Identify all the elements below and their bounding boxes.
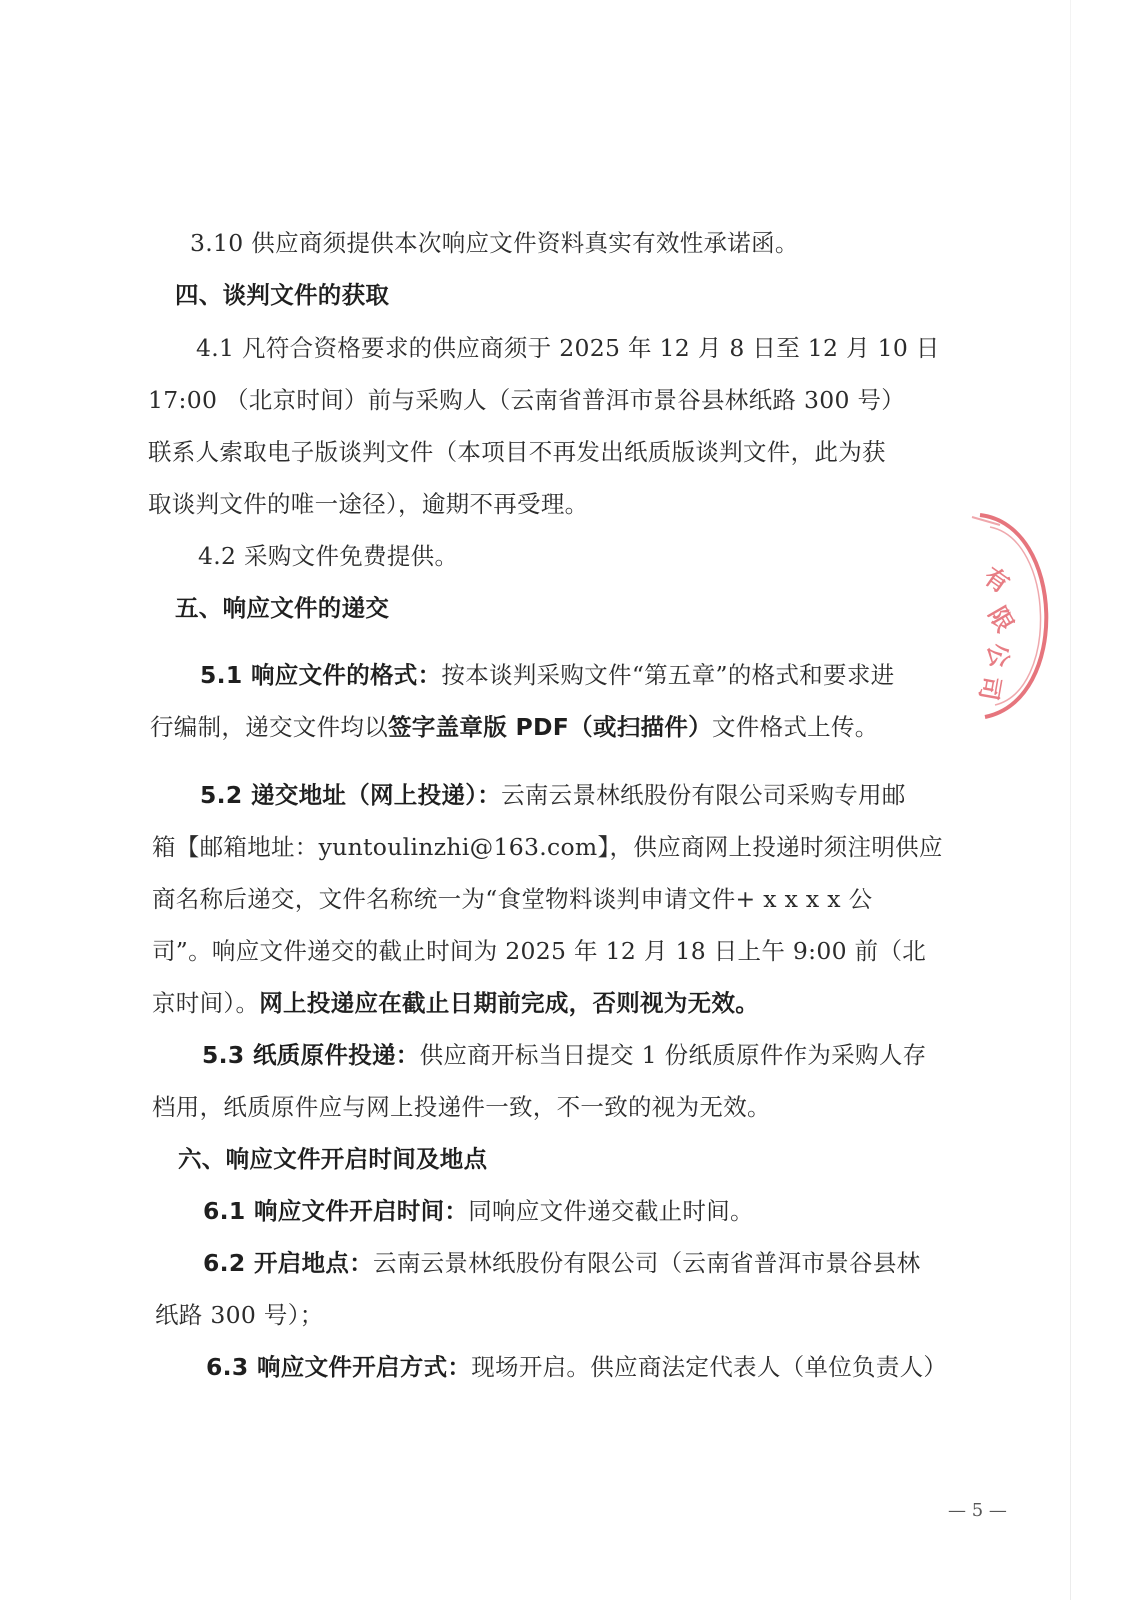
paragraph-4-1-line-1 [196,333,940,363]
bold-text-segment: 四、谈判文件的获取 [175,281,390,309]
text-segment: 商名称后递交，文件名称统一为“食堂物料谈判申请文件+ x x x x 公 [152,885,873,913]
paragraph-5-1-line-1 [200,660,894,690]
paragraph-5-2-line-3 [152,884,872,914]
section-heading-4 [175,280,389,310]
text-segment: 云南云景林纸股份有限公司（云南省普洱市景谷县林 [373,1249,921,1277]
bold-text-segment: 六、响应文件开启时间及地点 [178,1145,488,1173]
bold-text-segment: 5.1 响应文件的格式： [200,661,442,689]
bold-text-segment: 6.1 响应文件开启时间： [203,1197,469,1225]
bold-text-segment: 6.2 开启地点： [203,1249,374,1277]
section-heading-6 [178,1144,487,1174]
text-segment: 同响应文件递交截止时间。 [468,1197,754,1225]
company-seal-stamp [960,505,1090,725]
text-segment: 供应商开标当日提交 1 份纸质原件作为采购人存 [419,1041,927,1069]
paragraph-4-1-line-4 [148,489,588,519]
paragraph-6-3 [206,1352,947,1382]
text-segment: 3.10 供应商须提供本次响应文件资料真实有效性承诺函。 [190,229,799,257]
text-segment: 4.1 凡符合资格要求的供应商须于 2025 年 12 月 8 日至 12 月 10 日 [196,334,940,362]
svg-text:司: 司 [973,673,1006,703]
bold-text-segment: 五、响应文件的递交 [175,594,390,622]
bold-text-segment: 5.2 递交地址（网上投递）： [200,781,502,809]
paragraph-6-2-line-2 [155,1300,324,1330]
paragraph-5-2-line-4 [152,936,926,966]
text-segment: 司”。响应文件递交的截止时间为 2025 年 12 月 18 日上午 9:00 前（北 [152,937,927,965]
page-number: — 5 — [948,1500,1007,1521]
text-segment: 档用，纸质原件应与网上投递件一致，不一致的视为无效。 [152,1093,771,1121]
text-segment: 联系人索取电子版谈判文件（本项目不再发出纸质版谈判文件，此为获 [148,438,886,466]
text-segment: 纸路 300 号）； [155,1301,324,1329]
text-segment: 文件格式上传。 [711,713,879,741]
text-segment: 4.2 采购文件免费提供。 [198,542,459,570]
paragraph-4-1-line-2 [148,385,905,415]
bold-text-segment: 签字盖章版 PDF（或扫描件） [388,713,712,741]
paragraph-6-1 [203,1196,754,1226]
scan-edge [1070,0,1071,1600]
paragraph-5-3-line-1 [202,1040,926,1070]
text-segment: 按本谈判采购文件“第五章”的格式和要求进 [441,661,895,689]
text-segment: 云南云景林纸股份有限公司采购专用邮 [501,781,906,809]
paragraph-4-2 [198,541,458,571]
svg-text:公: 公 [982,641,1014,670]
section-heading-5 [175,593,389,623]
paragraph-5-1-line-2 [150,712,879,742]
paragraph-4-1-line-3 [148,437,886,467]
bold-text-segment: 网上投递应在截止日期前完成，否则视为无效。 [259,989,760,1017]
bold-text-segment: 5.3 纸质原件投递： [202,1041,420,1069]
text-segment: 京时间）。 [152,989,260,1017]
paragraph-6-2-line-1 [203,1248,920,1278]
paragraph-5-3-line-2 [152,1092,771,1122]
paragraph-5-2-line-2 [152,832,943,862]
text-segment: 箱【邮箱地址：yuntoulinzhi@163.com】，供应商网上投递时须注明供应 [152,833,943,861]
paragraph-3-10 [190,228,799,258]
paragraph-5-2-line-1 [200,780,906,810]
text-segment: 取谈判文件的唯一途径），逾期不再受理。 [148,490,589,518]
text-segment: 现场开启。供应商法定代表人（单位负责人） [471,1353,948,1381]
text-segment: 行编制，递交文件均以 [150,713,388,741]
text-segment: 17:00 （北京时间）前与采购人（云南省普洱市景谷县林纸路 300 号） [148,386,906,414]
svg-text:有: 有 [978,561,1015,599]
paragraph-5-2-line-5 [152,988,759,1018]
bold-text-segment: 6.3 响应文件开启方式： [206,1353,472,1381]
svg-text:限: 限 [982,602,1020,637]
